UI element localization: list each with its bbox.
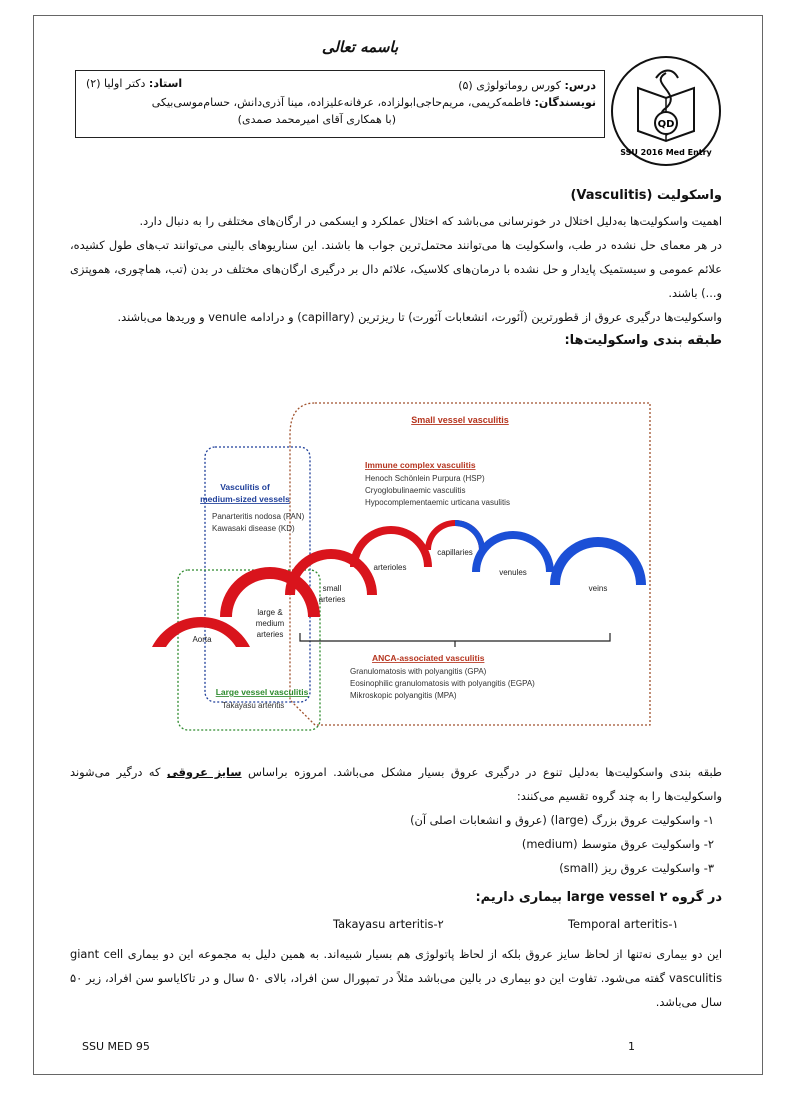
immune-item-huv: Hypocomplementaemic urticana vasulitis bbox=[365, 498, 510, 507]
page-number: 1 bbox=[628, 1040, 635, 1053]
immune-complex-title: Immune complex vasculitis bbox=[365, 460, 476, 470]
section-title-classification: طبقه بندی واسکولیت‌ها: bbox=[564, 333, 722, 348]
para-classification-a: طبقه بندی واسکولیت‌ها به‌دلیل تنوع در درگیری عروق بسیار مشکل می‌باشد. امروزه براساس bbox=[248, 765, 722, 779]
disease-temporal: Temporal arteritis-۱ bbox=[568, 917, 679, 931]
section-vasculitis bbox=[70, 188, 722, 348]
large-medium-label-1: large & bbox=[257, 608, 283, 617]
immune-item-cryo: Cryoglobulinaemic vasculitis bbox=[365, 486, 466, 495]
venules-arch bbox=[472, 531, 554, 572]
logo-center-text: QD bbox=[657, 119, 675, 130]
vasculitis-diagram bbox=[140, 395, 665, 740]
para-classification-b: که درگیر می‌شوند واسکولیت‌ها را به چند گروه تقسیم می‌کنند: bbox=[70, 765, 722, 803]
para-importance: اهمیت واسکولیت‌ها به‌دلیل اختلال در خونرسانی می‌باشد که اختلال عملکرد و ایسکمی در ارگان‌های مختلفی را به دنبال دارد. bbox=[139, 214, 722, 228]
capillaries-label: capillaries bbox=[437, 548, 473, 557]
header-teacher bbox=[86, 77, 182, 90]
list-item: ۳- واسکولیت عروق ریز (small) bbox=[559, 861, 714, 875]
anca-bracket bbox=[300, 633, 610, 647]
medium-title-1: Vasculitis of bbox=[220, 482, 270, 492]
logo-caption: SSU 2016 Med Entry bbox=[620, 148, 712, 157]
venules-label: venules bbox=[499, 568, 527, 577]
anca-item-gpa: Granulomatosis with polyangitis (GPA) bbox=[350, 667, 487, 676]
vessel-size-list bbox=[410, 808, 714, 880]
university-logo bbox=[608, 53, 724, 169]
section-title-vasculitis: واسکولیت (Vasculitis) bbox=[570, 188, 722, 203]
small-arteries-label-1: small bbox=[322, 584, 342, 593]
authors-label: نویسندگان: bbox=[534, 96, 596, 109]
anca-title: ANCA-associated vasculitis bbox=[372, 653, 485, 663]
vessel-size-term: سایز عروقی bbox=[166, 765, 242, 779]
section-giant-cell bbox=[70, 942, 722, 1014]
section-classification-text bbox=[70, 760, 722, 808]
header-box bbox=[75, 70, 605, 138]
list-item: ۱- واسکولیت عروق بزرگ (large) (عروق و انشعابات اصلی آن) bbox=[410, 813, 714, 827]
footer-label: SSU MED 95 bbox=[82, 1040, 150, 1053]
large-vessel-title: Large vessel vasculitis bbox=[215, 687, 309, 697]
arterioles-label: arterioles bbox=[373, 563, 407, 572]
para-giant-cell: این دو بیماری نه‌تنها از لحاظ سایز عروق بلکه از لحاظ پاتولوژی هم بسیار شبیه‌اند. به همین دلیل به مجموعه این دو بیماری giant cell vasculitis گفته می‌شود. تفاوت این دو بیماری در بالین می‌باشد مثلاً در تمپورال سن افراد، بالای ۵۰ سال و در تاکایاسو سن افراد، زیر ۵۰ سال می‌باشد. bbox=[70, 947, 723, 1009]
veins-arch bbox=[550, 537, 646, 585]
large-medium-label-3: arteries bbox=[256, 630, 284, 639]
course-label: درس: bbox=[564, 79, 596, 92]
header-authors-row bbox=[84, 94, 596, 111]
para-vessel-range: واسکولیت‌ها درگیری عروق از قطورترین (آئورت، انشعابات آئورت) تا ریزترین (capillary) و درادامه venule و وریدها می‌باشند. bbox=[117, 310, 722, 324]
medium-item-pan: Panarteritis nodosa (PAN) bbox=[212, 512, 305, 521]
small-arteries-label-2: arteries bbox=[318, 595, 346, 604]
small-vessel-title: Small vessel vasculitis bbox=[411, 415, 509, 425]
header-collab: (با همکاری آقای امیرمحمد صمدی) bbox=[237, 113, 396, 126]
course-value: کورس روماتولوژی (۵) bbox=[458, 79, 561, 92]
teacher-label: استاد: bbox=[148, 77, 183, 90]
immune-item-hsp: Henoch Schönlein Purpura (HSP) bbox=[365, 474, 485, 483]
anca-item-mpa: Mikroskopic polyangitis (MPA) bbox=[350, 691, 457, 700]
large-vessel-heading: در گروه large vessel ۲ بیماری داریم: bbox=[475, 890, 722, 905]
veins-label: veins bbox=[588, 584, 608, 593]
medium-title-2: medium-sized vessels bbox=[200, 494, 290, 504]
list-item: ۲- واسکولیت عروق متوسط (medium) bbox=[521, 837, 714, 851]
capillaries-arch-blue bbox=[455, 520, 485, 550]
disease-takayasu: Takayasu arteritis-۲ bbox=[333, 917, 444, 931]
large-medium-label-2: medium bbox=[255, 619, 285, 628]
arterioles-arch bbox=[350, 526, 432, 567]
small-vessel-box bbox=[290, 403, 650, 725]
basmala: باسمه تعالی bbox=[321, 38, 399, 56]
authors-value: فاطمه‌کریمی، مریم‌حاجی‌ابولزاده، عرفانه‌علیزاده، مینا آذری‌دانش، حسام‌موسی‌بیکی bbox=[151, 96, 531, 109]
large-item-takayasu: Takayasu arteritis bbox=[222, 701, 285, 710]
aorta-label: Aorta bbox=[192, 635, 212, 644]
para-unsolved: در هر معمای حل نشده در طب، واسکولیت ها می‌توانند محتمل‌ترین جواب ها باشند. این سناریوهای بالینی می‌توانند تب‌های طول کشیده، علائم عمومی و سیستمیک پایدار و حل نشده با درمان‌های کلاسیک، علائم دال بر درگیری ارگان‌های مختلف در بدن (تب، هماچوری، هموپتزی و...) باشند. bbox=[70, 238, 722, 300]
teacher-value: دکتر اولیا (۲) bbox=[86, 77, 146, 90]
medium-item-kd: Kawasaki disease (KD) bbox=[212, 524, 295, 533]
anca-item-egpa: Eosinophilic granulomatosis with polyangitis (EGPA) bbox=[350, 679, 535, 688]
para-classification bbox=[70, 760, 722, 808]
section-large-vessel bbox=[70, 890, 722, 905]
